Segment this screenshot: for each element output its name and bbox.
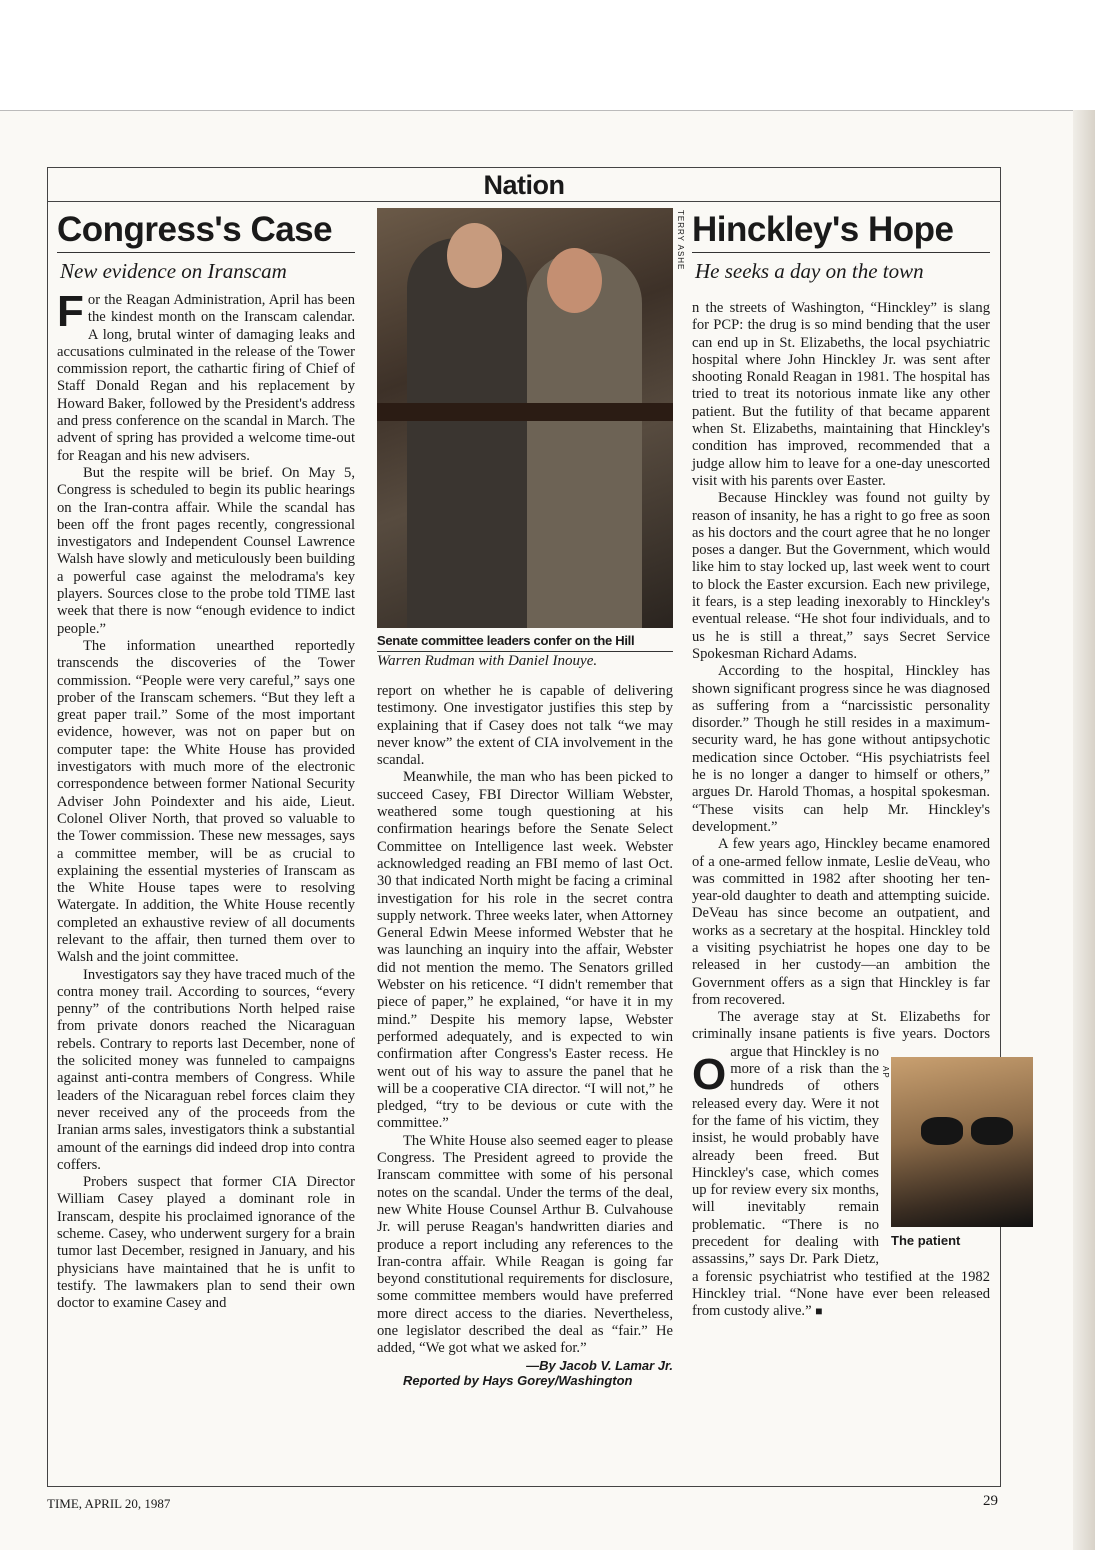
right-column bbox=[692, 300, 990, 1321]
photo-caption: The patient bbox=[891, 1233, 961, 1248]
photo-caption-title: Senate committee leaders confer on the Hill bbox=[377, 633, 635, 648]
drop-cap: O bbox=[692, 1050, 727, 1099]
left-headline: Congress's Case bbox=[57, 210, 355, 253]
right-deck: He seeks a day on the town bbox=[695, 259, 924, 283]
drop-cap: F bbox=[57, 287, 84, 336]
paragraph: The information unearthed reportedly transcends the discoveries of the Tower commission. “People were very careful,” says one prober of the Iranscam schemers. “But they left a great paper trail.” Some of the most important evidence, however, was not on paper but on computer tape: the White House has provided investigators with much more of the electronic correspondence between former National Security Adviser John Poindexter and his aide, Lieut. Colonel Oliver North, that proved so valuable to the Tower commission. These new messages, says a committee member, will be as crucial to explaining the essential mysteries of Iranscam as the White House tapes were to resolving Watergate. In addition, the White House recently completed an exhaustive review of all documents relevant to the affair, then turned them over to Walsh and the joint committee. bbox=[57, 637, 355, 966]
paragraph: But the respite will be brief. On May 5, Congress is scheduled to begin its public hearings on the Iran-contra affair. While the scandal has been off the front pages recently, congressional investigators and Independent Counsel Lawrence Walsh have slowly and meticulously been building a powerful case against the melodrama's key players. Sources close to the probe told TIME last week that there is now “enough evidence to indict people.” bbox=[57, 464, 355, 637]
photo-credit: TERRY ASHE bbox=[676, 210, 685, 271]
paragraph: The White House also seemed eager to please Congress. The President agreed to provide the Iranscam committee with some of his personal notes on the scandal. Under the terms of the deal, new White House Counsel Arthur B. Culvahouse Jr. will peruse Reagan's handwritten diaries and produce a report including any references to the Iran-contra affair. While Reagan is going far beyond constitutional requirements for disclosure, some committee members would have preferred more direct access to the diaries. Nevertheless, one legislator described the deal as “fair.” He added, “We got what we asked for.” bbox=[377, 1132, 673, 1357]
paragraph: report on whether he is capable of delivering testimony. One investigator justifies this step by explaining that if Casey does not talk “we may never know” the extent of CIA involvement in the scandal. bbox=[377, 683, 673, 769]
hinckley-photo bbox=[891, 1057, 1033, 1248]
left-column-1 bbox=[57, 287, 355, 1313]
paragraph: According to the hospital, Hinckley has shown significant progress since he was diagnosed as suffering from a “narcissistic personality disorder.” Though he still resides in a maximum-security ward, he has gone without antipsychotic medication since October. “His psychiatrists feel he is no longer a danger to himself or others,” argues Dr. Harold Thomas, a hospital spokesman. “These visits can help Mr. Hinckley's development.” bbox=[692, 663, 990, 835]
left-deck: New evidence on Iranscam bbox=[60, 259, 287, 283]
byline: —By Jacob V. Lamar Jr. bbox=[526, 1357, 673, 1373]
paragraph: Probers suspect that former CIA Director William Casey played a dominant role in Iranscam, despite his proclaimed ignorance of the scheme. Casey, who underwent surgery for a brain tumor last December, resigned in January, and his physicians have maintained that he is unfit to testify. The lawmakers plan to send their own doctor to examine Casey and bbox=[57, 1174, 355, 1312]
paragraph: The average stay at St. Elizabeths for criminally insane patients is five years. Doctors argue that Hinckley is no more of a risk than the hundreds of others released every day. Were it not for the fame of his victim, they insist, he would probably have already been freed. But Hinckley's case, which comes up for review every six months, will inevitably remain problematic. “There is no precedent for dealing with assassins,” says Dr. Park Dietz, a forensic psychiatrist who testified at the 1982 Hinckley trial. “None have ever been released from custody alive.” ■ bbox=[692, 1009, 990, 1320]
paragraph: Investigators say they have traced much of the contra money trail. According to sources, “every penny” of the contributions North helped raise from private donors reached the Nicaraguan rebels. Contrary to reports last December, none of the solicited money was funneled to campaigns against anti-contra members of Congress. While leaders of the Nicaraguan rebel forces claim they never received any of the proceeds from the Iranian arms sales, investigators think a substantial amount of the earnings did indeed drop into contra coffers. bbox=[57, 966, 355, 1173]
photo-caption: Warren Rudman with Daniel Inouye. bbox=[377, 651, 673, 670]
paragraph: Because Hinckley was found not guilty by reason of insanity, he has a right to go free as soon as his doctors and the court agree that he no longer poses a danger. But the Government, which would like him to stay locked up, last week went to court to block the Easter excursion. Each new privilege, it fears, is a step leading inexorably to Hinckley's eventual release. “He shot four individuals, and to us he is still a threat,” says Secret Service Spokesman Richard Adams. bbox=[692, 490, 990, 662]
right-headline: Hinckley's Hope bbox=[692, 210, 990, 253]
paragraph: For the Reagan Administration, April has been the kindest month on the Iranscam calendar. A long, brutal winter of damaging leaks and accusations culminated in the release of the Tower commission report, the cathartic firing of Chief of Staff Donald Regan and his replacement by Howard Baker, followed by the President's address and press conference on the scandal in March. The advent of spring has provided a welcome time-out for Reagan and his new advisers. bbox=[57, 287, 355, 464]
senators-photo bbox=[377, 208, 673, 628]
paragraph: O n the streets of Washington, “Hinckley” is slang for PCP: the drug is so mind bending that the user can end up in St. Elizabeths, the local psychiatric hospital where John Hinckley Jr. was sent after shooting Ronald Reagan in 1981. The hospital has tried to treat its notorious inmate like any other patient. But the futility of that became apparent when St. Elizabeths, maintaining that Hinckley's condition has improved, recommended that a judge allow him to leave for a one-day unescorted visit with his parents over Easter. bbox=[692, 300, 990, 1099]
page-number: 29 bbox=[983, 1493, 998, 1509]
photo-credit: AP bbox=[881, 1066, 890, 1079]
footer-issue: TIME, APRIL 20, 1987 bbox=[47, 1496, 171, 1511]
section-title: Nation bbox=[48, 168, 1000, 202]
reporter-credit: Reported by Hays Gorey/Washington bbox=[403, 1372, 633, 1388]
left-column-2 bbox=[377, 683, 673, 1388]
paragraph: Meanwhile, the man who has been picked to succeed Casey, FBI Director William Webster, weathered some tough questioning at his confirmation hearings before the Senate Select Committee on Intelligence last week. Webster acknowledged reading an FBI memo of last Oct. 30 that indicated North might be facing a criminal investigation for his role in the secret contra supply network. Three weeks later, when Attorney General Edwin Meese informed Webster that he was launching an inquiry into the affair, Webster did not mention the memo. The Senators grilled Webster on his reticence. “I didn't remember that piece of paper,” he explained, “or have it in my mind.” Despite his memory lapse, Webster performed adequately, and is expected to win confirmation after Congress's Easter recess. He went out of his way to assure the panel that he will be a cooperative CIA director. “I will not,” he pledged, “try to be devious or cute with the committee.” bbox=[377, 769, 673, 1132]
page-edge bbox=[1073, 110, 1095, 1550]
end-mark-icon: ■ bbox=[815, 1304, 823, 1319]
paragraph: A few years ago, Hinckley became enamored of a one-armed fellow inmate, Leslie deVeau, who was committed in 1982 after shooting her ten-year-old daughter to death and attempting suicide. DeVeau has since become an outpatient, and works as a secretary at the hospital. Hinckley told a visiting psychiatrist he hopes one day to be released in her custody—an ambition the Government offers as a sign that Hinckley is far from recovered. bbox=[692, 836, 990, 1008]
